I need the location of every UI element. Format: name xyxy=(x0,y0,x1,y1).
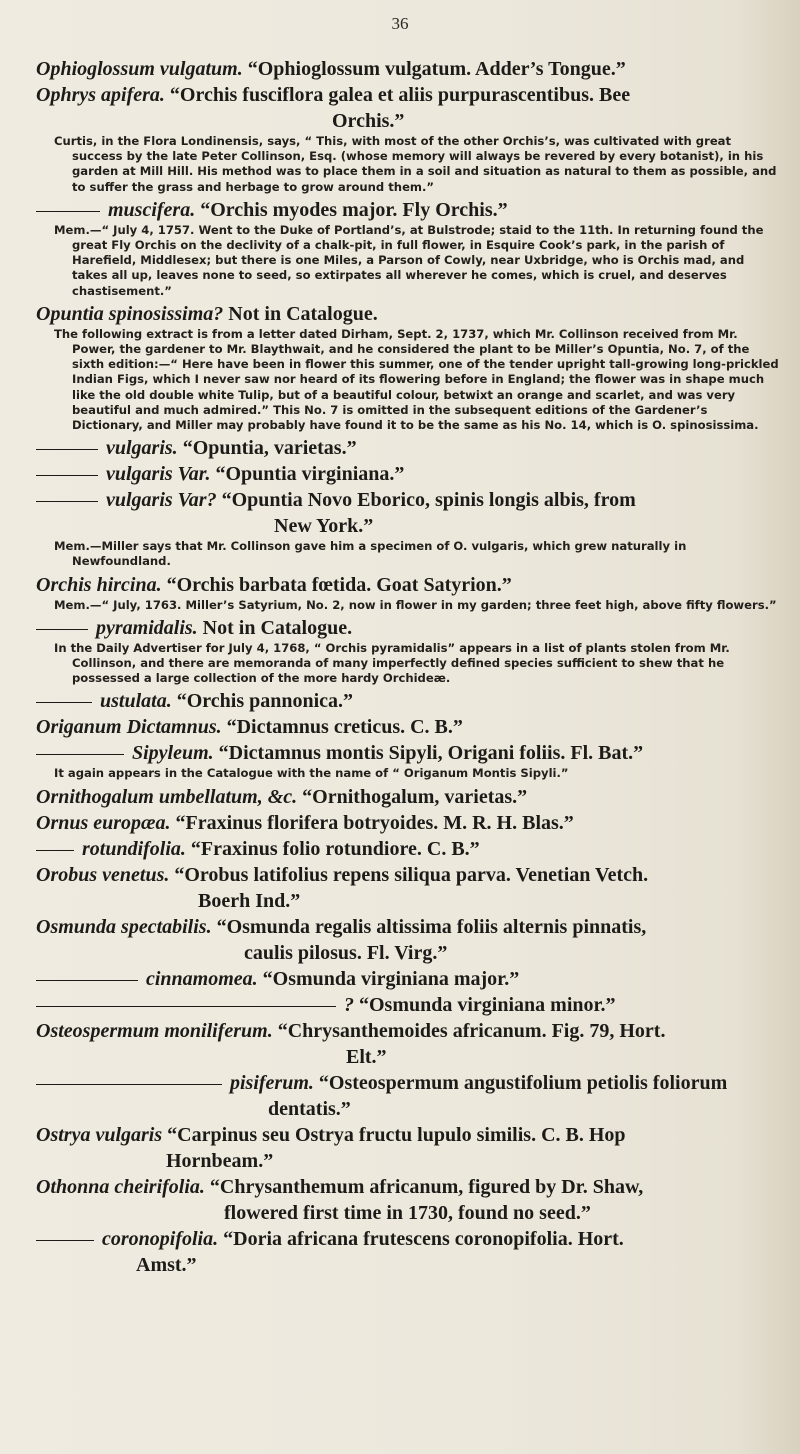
entry-opuntia-vulgaris xyxy=(36,435,780,461)
species-name: ? xyxy=(344,993,354,1016)
entry-ornus-europaea xyxy=(36,810,780,836)
catalogue-quote: “Chrysanthemum africanum, figured by Dr. Shaw, xyxy=(209,1175,644,1198)
entry-ophrys-apifera xyxy=(36,82,780,195)
catalogue-quote: “Orchis barbata fœtida. Goat Satyrion.” xyxy=(166,573,512,596)
species-name: pisiferum. xyxy=(230,1071,314,1094)
species-name: Ostrya vulgaris xyxy=(36,1123,163,1146)
catalogue-quote: “Orchis myodes major. Fly Orchis.” xyxy=(200,198,508,221)
note: Curtis, in the Flora Londinensis, says, “ This, with most of the other Orchis’s, was cultivated with great success by the late Peter Collinson, Esq. (whose memory will always be revered by every botanist), in his garden at Mill Hill. His method was to place them in a soil and situation as natural to them as possible, and to suffer the grass and herbage to grow around them.” xyxy=(54,134,777,194)
catalogue-quote: Not in Catalogue. xyxy=(202,616,353,639)
entry-ornithogalum-umbellatum xyxy=(36,784,780,810)
note: Mem.—“ July 4, 1757. Went to the Duke of Portland’s, at Bulstrode; staid to the 11th. In returning found the great Fly Orchis on the declivity of a chalk-pit, in full flower, in Esquire Cook’s park, in the parish of Harefield, Middlesex; but there is one Miles, a Parson of Cowly, near Uxbridge, who is Orchis mad, and takes all up, leaves none to seed, so extirpates all wherever he comes, which is cruel, and deserves chastisement.” xyxy=(54,222,764,298)
entry-ornus-rotundifolia xyxy=(36,836,780,862)
catalogue-quote: “Dictamnus montis Sipyli, Origani foliis. Fl. Bat.” xyxy=(218,742,644,765)
catalogue-quote: “Fraxinus florifera botryoides. M. R. H. Blas.” xyxy=(175,811,574,834)
species-name: Othonna cheirifolia. xyxy=(36,1175,205,1198)
ditto-dash xyxy=(36,1240,94,1241)
quote-continuation: flowered first time in 1730, found no seed.” xyxy=(224,1201,591,1224)
species-name: coronopifolia. xyxy=(102,1227,219,1250)
ditto-dash xyxy=(36,754,124,755)
quote-continuation: New York.” xyxy=(274,515,374,538)
entry-orchis-ustulata xyxy=(36,688,780,714)
quote-continuation: Orchis.” xyxy=(332,110,405,132)
species-name: Osteospermum moniliferum. xyxy=(36,1019,273,1042)
entry-ophrys-muscifera xyxy=(36,197,780,299)
catalogue-quote: “Dictamnus creticus. C. B.” xyxy=(226,716,463,739)
quote-continuation: Amst.” xyxy=(136,1253,197,1276)
note: Mem.—“ July, 1763. Miller’s Satyrium, No. 2, now in flower in my garden; three feet high, above fifty flowers.” xyxy=(54,597,777,612)
species-name: vulgaris Var. xyxy=(106,463,211,486)
species-name: Ornus europæa. xyxy=(36,811,171,834)
entry-ostrya-vulgaris xyxy=(36,1122,780,1174)
quote-continuation: Boerh Ind.” xyxy=(198,889,301,912)
quote-continuation: dentatis.” xyxy=(268,1097,351,1120)
species-name: Ornithogalum umbellatum, &c. xyxy=(36,785,298,808)
catalogue-quote: “Orobus latifolius repens siliqua parva. Venetian Vetch. xyxy=(174,863,649,886)
species-name: vulgaris. xyxy=(106,437,178,460)
catalogue-quote: “Ophioglossum vulgatum. Adder’s Tongue.” xyxy=(247,58,626,80)
ditto-dash xyxy=(36,850,74,851)
entry-ophioglossum-vulgatum xyxy=(36,56,780,82)
catalogue-text xyxy=(36,56,780,1278)
species-name: rotundifolia. xyxy=(82,837,186,860)
species-name: Opuntia spinosissima? xyxy=(36,302,224,325)
catalogue-quote: “Fraxinus folio rotundiore. C. B.” xyxy=(190,837,480,860)
quote-continuation: caulis pilosus. Fl. Virg.” xyxy=(244,941,448,964)
entry-othonna-coronopifolia xyxy=(36,1226,780,1278)
species-name: muscifera. xyxy=(108,198,196,221)
catalogue-quote: Not in Catalogue. xyxy=(228,302,378,325)
ditto-dash xyxy=(36,449,98,450)
entry-osteospermum-pisiferum xyxy=(36,1070,780,1122)
catalogue-quote: “Osmunda virginiana major.” xyxy=(262,967,520,990)
note: It again appears in the Catalogue with the name of “ Origanum Montis Sipyli.” xyxy=(54,766,569,781)
species-name: Sipyleum. xyxy=(132,742,214,765)
species-name: Origanum Dictamnus. xyxy=(36,716,222,739)
catalogue-quote: “Opuntia, varietas.” xyxy=(182,437,357,460)
entry-osmunda-unknown xyxy=(36,992,780,1018)
entry-origanum-sipyleum xyxy=(36,740,780,781)
species-name: Orchis hircina. xyxy=(36,573,162,596)
catalogue-quote: “Orchis pannonica.” xyxy=(176,690,354,713)
catalogue-quote: “Chrysanthemoides africanum. Fig. 79, Hort. xyxy=(277,1019,666,1042)
note: Mem.—Miller says that Mr. Collinson gave him a specimen of O. vulgaris, which grew naturally in Newfoundland. xyxy=(54,539,687,569)
catalogue-quote: “Opuntia Novo Eborico, spinis longis albis, from xyxy=(221,489,636,512)
species-name: ustulata. xyxy=(100,690,172,713)
catalogue-quote: “Opuntia virginiana.” xyxy=(215,463,405,486)
catalogue-quote: “Ornithogalum, varietas.” xyxy=(302,785,528,808)
ditto-dash xyxy=(36,629,88,630)
entry-osmunda-cinnamomea xyxy=(36,966,780,992)
ditto-dash xyxy=(36,1084,222,1085)
catalogue-quote: “Carpinus seu Ostrya fructu lupulo similis. C. B. Hop xyxy=(167,1123,626,1146)
ditto-dash xyxy=(36,1006,336,1007)
species-name: Ophrys apifera. xyxy=(36,84,165,106)
ditto-dash xyxy=(36,980,138,981)
species-name: Ophioglossum vulgatum. xyxy=(36,58,243,80)
species-name: cinnamomea. xyxy=(146,967,258,990)
entry-opuntia-spinosissima xyxy=(36,301,780,433)
entry-othonna-cheirifolia xyxy=(36,1174,780,1226)
entry-orchis-pyramidalis xyxy=(36,615,780,687)
page-number: 36 xyxy=(391,14,409,33)
ditto-dash xyxy=(36,702,92,703)
entry-origanum-dictamnus xyxy=(36,714,780,740)
species-name: vulgaris Var? xyxy=(106,489,217,512)
quote-continuation: Elt.” xyxy=(346,1045,387,1068)
entry-orobus-venetus xyxy=(36,862,780,914)
catalogue-quote: “Orchis fusciflora galea et aliis purpurascentibus. Bee xyxy=(169,84,631,106)
species-name: Osmunda spectabilis. xyxy=(36,915,212,938)
note: The following extract is from a letter dated Dirham, Sept. 2, 1737, which Mr. Collinson received from Mr. Power, the gardener to Mr. Blaythwait, and he considered the plant to be Miller’s Opuntia, No. 7, of the sixth edition:—“ Here have been in flower this summer, one of the tender upright tall-growing long-prickled Indian Figs, which I never saw nor heard of its flowering before in England; the flower was in shape much like the old double white Tulip, but of a beautiful colour, betwixt an orange and scarlet, and was very beautiful and much admired.” This No. 7 is omitted in the subsequent editions of the Gardener’s Dictionary, and Miller may probably have found it to be the same as his No. 14, which is O. spinosissima. xyxy=(54,326,779,433)
catalogue-quote: “Doria africana frutescens coronopifolia. Hort. xyxy=(223,1227,624,1250)
species-name: pyramidalis. xyxy=(96,616,198,639)
catalogue-quote: “Osmunda virginiana minor.” xyxy=(359,993,616,1016)
entry-opuntia-vulgaris-var xyxy=(36,461,780,487)
note: In the Daily Advertiser for July 4, 1768, “ Orchis pyramidalis” appears in a list of plants stolen from Mr. Collinson, and there are memoranda of many imperfectly defined species sufficient to shew that he possessed a large collection of the more hardy Orchideæ. xyxy=(54,640,730,686)
ditto-dash xyxy=(36,501,98,502)
catalogue-quote: “Osteospermum angustifolium petiolis foliorum xyxy=(318,1071,728,1094)
entry-osmunda-spectabilis xyxy=(36,914,780,966)
species-name: Orobus venetus. xyxy=(36,863,170,886)
catalogue-quote: “Osmunda regalis altissima foliis alternis pinnatis, xyxy=(216,915,647,938)
entry-orchis-hircina xyxy=(36,572,780,613)
quote-continuation: Hornbeam.” xyxy=(166,1149,274,1172)
ditto-dash xyxy=(36,211,100,212)
entry-osteospermum-moniliferum xyxy=(36,1018,780,1070)
entry-opuntia-vulgaris-var-q xyxy=(36,487,780,569)
ditto-dash xyxy=(36,475,98,476)
